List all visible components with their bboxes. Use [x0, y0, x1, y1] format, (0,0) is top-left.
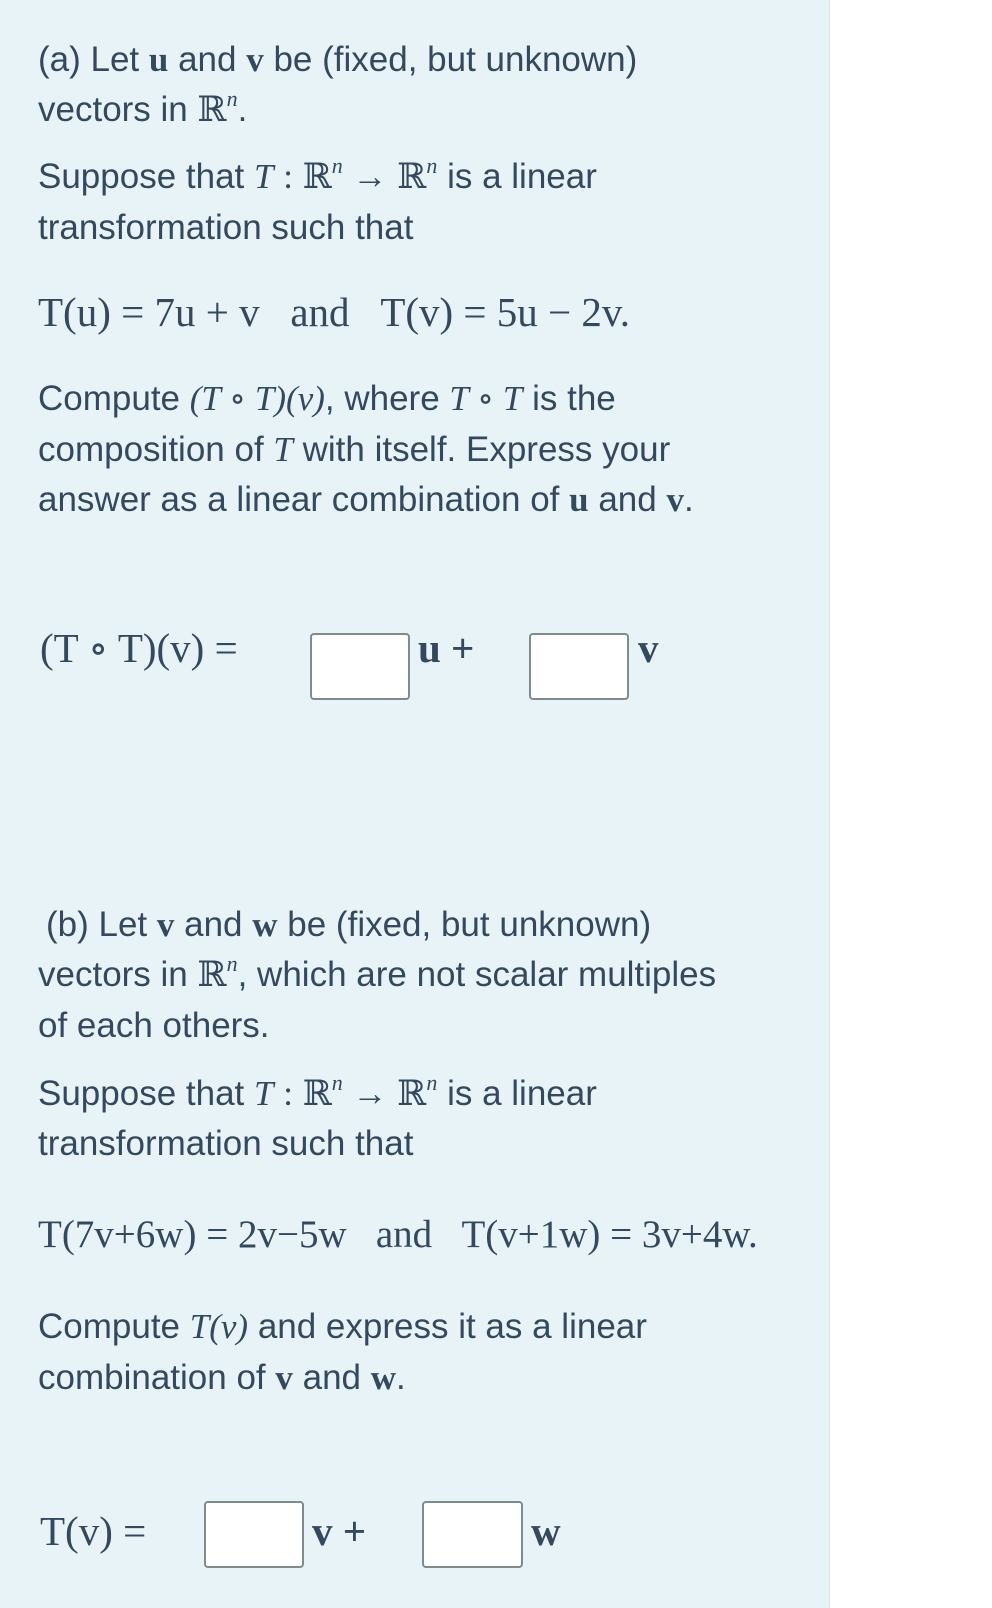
part-a-u-plus-label: u + [418, 625, 475, 671]
part-a-suppose-line-2: transformation such that [38, 208, 414, 247]
part-a-suppose-line-1: Suppose that T : ℝ$^n$ → ℝ$^n$ is a linear [38, 153, 597, 197]
part-b-v-plus-label: v + [312, 1508, 367, 1554]
part-a-compute-line-3: answer as a linear combination of u and v. [38, 480, 694, 519]
part-a-answer-lhs: (T ∘ T)(v) = [40, 625, 238, 671]
page-background [830, 0, 992, 1608]
part-b-suppose-line-1: Suppose that T : ℝ$^n$ → ℝ$^n$ is a linear [38, 1070, 597, 1114]
part-b-compute-line-1: Compute T(v) and express it as a linear [38, 1307, 647, 1346]
part-b-intro-line-3: of each others. [38, 1006, 270, 1045]
part-b-suppose-line-2: transformation such that [38, 1124, 414, 1163]
part-a-given-equations: T(u) = 7u + v and T(v) = 5u − 2v. [38, 289, 630, 335]
part-a-coefficient-u-input[interactable] [310, 633, 410, 700]
part-b-intro-line-2: vectors in ℝ$^n$, which are not scalar multiples [38, 951, 717, 995]
part-a-intro-line-2: vectors in ℝ$^n$. [38, 86, 248, 130]
part-b-coefficient-v-input[interactable] [204, 1501, 304, 1568]
part-a-compute-line-1: Compute (T ∘ T)(v), where T ∘ T is the [38, 379, 616, 418]
part-a-coefficient-v-input[interactable] [529, 633, 629, 700]
part-b-w-label: w [531, 1508, 561, 1554]
part-a-v-label: v [638, 625, 659, 671]
part-b-compute-line-2: combination of v and w. [38, 1358, 406, 1397]
part-a-compute-line-2: composition of T with itself. Express your [38, 430, 671, 469]
part-a-intro-line-1: (a) Let u and v be (fixed, but unknown) [38, 40, 638, 79]
part-b-given-equations: T(7v+6w) = 2v−5w and T(v+1w) = 3v+4w. [38, 1213, 758, 1256]
part-b-intro-line-1: (b) Let v and w be (fixed, but unknown) [46, 905, 652, 944]
part-b-answer-lhs: T(v) = [40, 1508, 147, 1554]
part-b-coefficient-w-input[interactable] [422, 1501, 523, 1568]
